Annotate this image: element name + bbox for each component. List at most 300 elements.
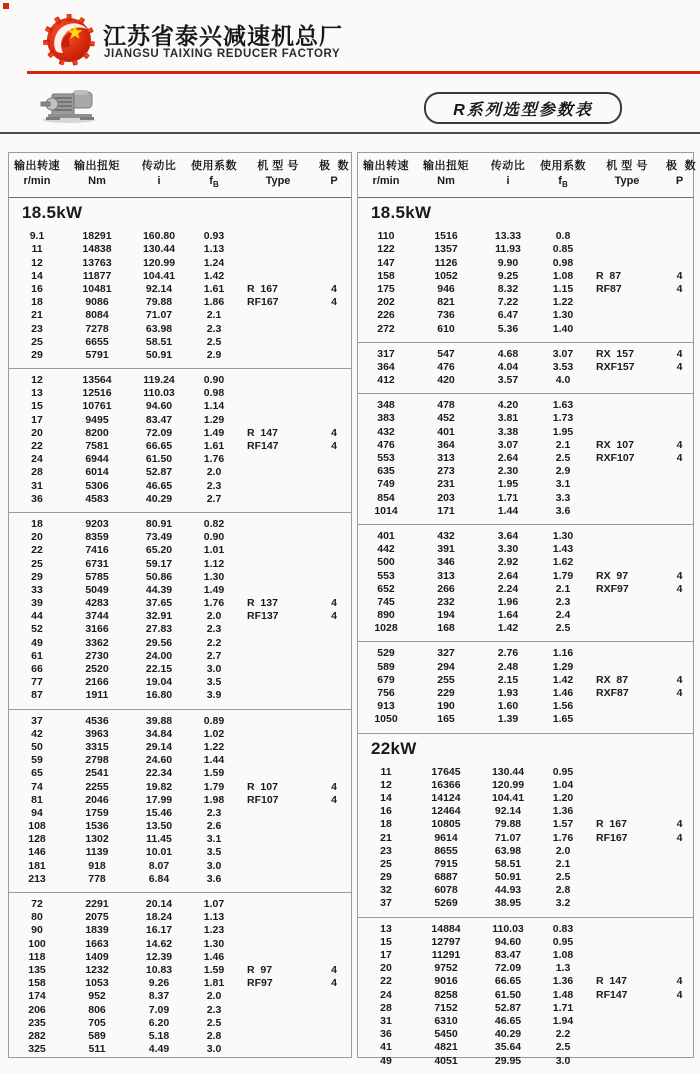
cell-service-factor: 2.0	[206, 990, 222, 1003]
cell-service-factor: 1.61	[203, 440, 225, 452]
cell-torque: 1663	[85, 937, 109, 950]
cell-torque: 2046	[85, 793, 109, 806]
cell-speed: 146	[28, 846, 46, 859]
cell-poles	[317, 544, 351, 557]
cell-ratio: 2.15	[497, 673, 519, 686]
cell-service-factor: 1.49	[203, 583, 225, 596]
table-row	[9, 781, 351, 794]
cell-speed: 37	[31, 714, 43, 727]
cell-speed: 33	[31, 583, 43, 596]
cell-ratio: 104.41	[491, 791, 525, 804]
cell-speed: 22	[31, 440, 43, 452]
cell-speed: 12	[380, 778, 392, 791]
cell-type	[239, 480, 317, 493]
cell-poles	[317, 243, 351, 256]
cell-ratio: 13.33	[494, 230, 522, 243]
cell-poles	[666, 1055, 693, 1068]
cell-type	[588, 897, 666, 910]
cell-poles	[317, 1030, 351, 1043]
cell-type	[588, 871, 666, 884]
cell-service-factor: 3.53	[552, 360, 574, 373]
cell-ratio: 1.96	[497, 595, 519, 608]
cell-speed: 913	[377, 700, 395, 713]
cell-torque: 14124	[431, 791, 461, 804]
cell-service-factor: 2.2	[206, 636, 222, 649]
cell-ratio: 4.49	[148, 1043, 170, 1056]
cell-type	[588, 766, 666, 779]
cell-torque: 736	[437, 309, 455, 322]
table-row	[358, 439, 693, 452]
cell-torque: 294	[437, 660, 455, 673]
table-row	[9, 518, 351, 531]
company-name-cn: 江苏省泰兴减速机总厂	[103, 23, 343, 49]
cell-torque: 1409	[85, 950, 109, 963]
column-header-torque: 输出扭矩	[423, 160, 469, 172]
table-row	[9, 898, 351, 911]
cell-speed: 42	[31, 727, 43, 740]
cell-ratio: 8.37	[148, 990, 170, 1003]
table-row	[9, 833, 351, 846]
cell-service-factor: 2.5	[206, 1016, 222, 1029]
cell-poles	[317, 257, 351, 270]
cell-poles	[666, 949, 693, 962]
table-row	[358, 348, 693, 361]
cell-poles	[317, 230, 351, 243]
cell-speed: 1028	[374, 622, 398, 635]
cell-service-factor: 3.6	[555, 504, 571, 517]
cell-type: RX 87	[596, 673, 629, 686]
cell-type	[239, 1004, 317, 1017]
cell-ratio: 17.99	[145, 793, 173, 806]
cell-poles: 4	[676, 282, 683, 295]
cell-ratio: 72.09	[145, 426, 173, 439]
cell-torque: 6078	[434, 884, 458, 897]
cell-speed: 1014	[374, 504, 398, 517]
cell-poles	[317, 466, 351, 479]
cell-service-factor: 3.1	[555, 478, 571, 491]
cell-poles	[666, 647, 693, 660]
cell-service-factor: 1.16	[552, 647, 574, 660]
cell-type: R 147	[247, 426, 278, 439]
cell-type	[239, 623, 317, 636]
cell-service-factor: 1.94	[552, 1014, 574, 1027]
cell-speed: 32	[380, 884, 392, 897]
cell-torque: 229	[437, 687, 455, 699]
cell-torque: 10805	[431, 818, 461, 831]
cell-speed: 272	[377, 322, 395, 335]
table-row	[9, 243, 351, 256]
cell-speed: 401	[377, 529, 395, 542]
cell-poles	[317, 1017, 351, 1030]
table-row	[358, 452, 693, 465]
table-row	[358, 700, 693, 713]
cell-ratio: 120.99	[491, 778, 525, 791]
cell-service-factor: 1.73	[552, 412, 574, 425]
parameter-block	[358, 343, 693, 395]
cell-type	[239, 820, 317, 833]
cell-type	[239, 924, 317, 937]
table-row	[9, 860, 351, 873]
column-header-service-factor: 使用系数	[540, 160, 586, 172]
cell-service-factor: 2.8	[206, 1029, 222, 1042]
table-row	[358, 283, 693, 296]
table-row	[358, 399, 693, 412]
cell-speed: 50	[31, 740, 43, 753]
column-header-service-factor: 使用系数	[191, 160, 237, 172]
cell-torque: 1759	[85, 806, 109, 819]
cell-type	[588, 323, 666, 336]
cell-ratio: 104.41	[142, 269, 176, 282]
parameter-block	[358, 394, 693, 525]
cell-ratio: 1.39	[497, 713, 519, 726]
table-row	[9, 283, 351, 296]
table-row	[358, 884, 693, 897]
cell-poles	[317, 873, 351, 886]
cell-poles	[317, 493, 351, 506]
cell-torque: 7152	[434, 1001, 458, 1014]
table-row	[358, 975, 693, 988]
cell-type	[239, 400, 317, 413]
column-unit-service-factor	[538, 174, 588, 192]
table-row	[9, 754, 351, 767]
cell-ratio: 94.60	[145, 400, 173, 413]
cell-type	[588, 792, 666, 805]
cell-ratio: 79.88	[145, 296, 173, 309]
cell-type	[588, 700, 666, 713]
cell-speed: 226	[377, 309, 395, 322]
column-header-poles: 极 数	[666, 160, 697, 172]
cell-torque: 1126	[434, 256, 458, 269]
cell-torque: 9495	[85, 413, 109, 426]
cell-service-factor: 2.7	[206, 492, 222, 505]
cell-ratio: 11.93	[495, 243, 521, 256]
fb-subscript: B	[561, 180, 568, 190]
cell-service-factor: 1.20	[552, 791, 574, 804]
cell-speed: 383	[377, 412, 395, 425]
cell-torque: 8258	[434, 988, 458, 1001]
cell-poles	[317, 1043, 351, 1056]
cell-ratio: 40.29	[145, 492, 173, 505]
cell-speed: 24	[31, 453, 43, 466]
cell-ratio: 4.68	[497, 347, 519, 360]
cell-poles	[317, 689, 351, 702]
table-row	[358, 426, 693, 439]
parameter-block	[9, 893, 351, 1062]
cell-service-factor: 2.1	[206, 309, 222, 322]
table-row	[9, 1030, 351, 1043]
cell-torque: 5450	[434, 1028, 458, 1041]
cell-torque: 4536	[85, 714, 109, 727]
cell-type	[239, 728, 317, 741]
table-row	[9, 296, 351, 309]
cell-torque: 14838	[82, 243, 112, 256]
cell-service-factor: 3.2	[555, 897, 571, 910]
cell-ratio: 3.30	[497, 543, 519, 556]
cell-poles: 4	[331, 426, 337, 439]
cell-ratio: 3.38	[497, 425, 519, 438]
cell-ratio: 6.47	[497, 309, 519, 322]
cell-torque: 2520	[85, 663, 109, 675]
table-row	[9, 637, 351, 650]
table-row	[358, 609, 693, 622]
table-row	[9, 427, 351, 440]
table-row	[9, 846, 351, 859]
table-row	[9, 270, 351, 283]
cell-service-factor: 0.90	[203, 374, 225, 387]
cell-torque: 6655	[85, 335, 109, 348]
cell-ratio: 72.09	[494, 962, 522, 975]
cell-type	[588, 622, 666, 635]
cell-poles: 4	[331, 610, 337, 623]
cell-speed: 17	[380, 949, 392, 961]
cell-speed: 745	[377, 595, 395, 608]
cell-service-factor: 2.3	[206, 322, 222, 335]
parameter-block	[9, 513, 351, 710]
cell-ratio: 2.30	[497, 465, 519, 478]
cell-service-factor: 3.1	[206, 833, 222, 846]
cell-torque: 2075	[85, 911, 109, 924]
cell-type	[588, 884, 666, 897]
cell-torque: 171	[437, 504, 455, 517]
cell-type: R 137	[247, 597, 278, 610]
cell-type	[239, 309, 317, 322]
column-unit-poles: P	[675, 175, 684, 187]
cell-type: RXF157	[596, 360, 635, 373]
cell-ratio: 10.83	[145, 963, 173, 976]
cell-type	[239, 833, 317, 846]
cell-service-factor: 2.1	[555, 438, 571, 451]
cell-type	[588, 596, 666, 609]
cell-type	[588, 1041, 666, 1054]
cell-service-factor: 1.04	[552, 778, 574, 791]
cell-torque: 2730	[85, 649, 109, 662]
column-unit-type: Type	[614, 175, 640, 187]
cell-torque: 14884	[431, 922, 461, 935]
cell-poles	[317, 767, 351, 780]
cell-poles: 4	[676, 360, 683, 373]
cell-service-factor: 1.98	[203, 793, 225, 806]
table-row	[9, 728, 351, 741]
cell-torque: 610	[437, 322, 455, 335]
cell-ratio: 7.09	[148, 1003, 170, 1016]
cell-torque: 1516	[434, 230, 458, 243]
cell-speed: 87	[31, 689, 43, 702]
cell-service-factor: 2.5	[555, 871, 571, 884]
cell-speed: 22	[380, 975, 392, 988]
cell-torque: 11877	[82, 269, 112, 282]
table-row	[9, 400, 351, 413]
cell-speed: 25	[31, 335, 43, 348]
cell-torque: 476	[437, 360, 455, 373]
cell-torque: 6731	[85, 557, 109, 570]
cell-service-factor: 2.5	[555, 452, 571, 464]
cell-type	[239, 873, 317, 886]
cell-speed: 28	[31, 466, 43, 479]
table-row	[358, 230, 693, 243]
cell-type	[239, 911, 317, 924]
cell-speed: 756	[377, 687, 395, 699]
cell-torque: 266	[437, 582, 455, 595]
cell-speed: 80	[31, 911, 43, 924]
cell-service-factor: 1.3	[555, 962, 571, 975]
cell-torque: 511	[88, 1043, 106, 1056]
cell-service-factor: 1.36	[552, 805, 574, 818]
column-unit-service-factor	[189, 174, 239, 192]
cell-type	[239, 257, 317, 270]
cell-ratio: 1.44	[497, 504, 519, 517]
cell-poles	[317, 453, 351, 466]
cell-service-factor: 2.9	[555, 465, 571, 478]
table-row	[358, 556, 693, 569]
cell-speed: 23	[380, 844, 392, 857]
series-title-text: R系列选型参数表	[453, 101, 593, 119]
cell-speed: 432	[377, 425, 395, 438]
cell-service-factor: 1.56	[552, 700, 574, 713]
table-row	[358, 478, 693, 491]
cell-type	[239, 715, 317, 728]
parameter-table-left	[8, 152, 352, 1058]
cell-poles	[666, 1015, 693, 1028]
table-row	[9, 309, 351, 322]
cell-torque: 194	[437, 609, 455, 622]
cell-torque: 1536	[85, 820, 109, 833]
cell-speed: 147	[377, 256, 395, 269]
table-row	[358, 818, 693, 831]
cell-poles	[317, 951, 351, 964]
cell-poles	[666, 465, 693, 478]
table-row	[358, 779, 693, 792]
cell-type: R 87	[596, 269, 622, 282]
cell-torque: 10761	[82, 400, 112, 413]
cell-ratio: 130.44	[491, 765, 525, 778]
cell-torque: 4283	[85, 597, 109, 610]
table-row	[9, 349, 351, 362]
cell-speed: 100	[28, 937, 46, 950]
cell-poles	[666, 936, 693, 949]
cell-service-factor: 1.76	[552, 831, 574, 844]
table-row	[358, 936, 693, 949]
cell-torque: 232	[437, 595, 455, 608]
cell-ratio: 29.14	[145, 740, 173, 753]
cell-torque: 7915	[434, 857, 458, 870]
cell-poles	[317, 531, 351, 544]
table-row	[9, 558, 351, 571]
cell-torque: 346	[437, 556, 455, 569]
cell-service-factor: 1.30	[552, 529, 574, 542]
cell-service-factor: 1.59	[203, 767, 225, 780]
table-row	[9, 951, 351, 964]
cell-ratio: 61.50	[494, 988, 522, 1001]
cell-service-factor: 1.65	[552, 713, 574, 726]
cell-service-factor: 1.71	[552, 1001, 574, 1014]
cell-poles: 4	[676, 975, 683, 988]
cell-speed: 28	[380, 1001, 392, 1014]
cell-type	[588, 492, 666, 505]
cell-ratio: 110.03	[143, 387, 175, 400]
cell-poles	[666, 622, 693, 635]
cell-service-factor: 3.3	[555, 491, 571, 504]
cell-ratio: 83.47	[494, 949, 522, 961]
cell-type: RXF87	[596, 687, 629, 699]
cell-speed: 202	[377, 296, 395, 309]
cell-torque: 9203	[85, 517, 109, 530]
cell-ratio: 13.50	[145, 820, 173, 833]
cell-speed: 36	[31, 492, 43, 505]
cell-speed: 44	[31, 610, 43, 623]
cell-poles	[317, 336, 351, 349]
cell-ratio: 8.32	[497, 282, 519, 295]
cell-ratio: 32.91	[145, 610, 173, 623]
cell-type: RF167	[247, 296, 279, 309]
cell-torque: 1839	[85, 924, 109, 937]
cell-ratio: 58.51	[145, 335, 173, 348]
cell-ratio: 52.87	[145, 466, 173, 479]
cell-torque: 13564	[82, 374, 112, 387]
cell-ratio: 9.90	[497, 256, 519, 269]
cell-torque: 2798	[85, 754, 109, 767]
table-row	[358, 543, 693, 556]
column-unit-ratio: i	[157, 175, 161, 187]
cell-torque: 2255	[85, 780, 109, 793]
cell-ratio: 4.04	[497, 360, 519, 373]
cell-speed: 158	[377, 269, 395, 282]
cell-speed: 442	[377, 543, 395, 556]
cell-type	[239, 544, 317, 557]
cell-service-factor: 3.5	[206, 846, 222, 859]
cell-type	[588, 609, 666, 622]
cell-poles	[666, 923, 693, 936]
cell-torque: 17645	[431, 765, 461, 778]
cell-speed: 15	[380, 935, 392, 948]
cell-ratio: 2.92	[497, 556, 519, 569]
cell-speed: 20	[31, 426, 43, 439]
table-row	[9, 794, 351, 807]
cell-service-factor: 1.40	[552, 322, 574, 335]
cell-type	[239, 323, 317, 336]
column-header-ratio: 传动比	[141, 160, 177, 172]
cell-torque: 1911	[85, 689, 109, 702]
cell-type: R 97	[247, 963, 273, 976]
table-row	[358, 949, 693, 962]
cell-service-factor: 1.13	[203, 243, 225, 256]
table-row	[9, 323, 351, 336]
cell-poles	[666, 478, 693, 491]
cell-speed: 49	[380, 1054, 392, 1067]
cell-type	[239, 571, 317, 584]
company-name-en: JIANGSU TAIXING REDUCER FACTORY	[104, 48, 341, 60]
cell-service-factor: 3.5	[206, 676, 222, 689]
cell-ratio: 7.22	[497, 296, 519, 309]
cell-service-factor: 0.93	[203, 230, 225, 243]
cell-torque: 3315	[85, 740, 109, 753]
corner-registration-mark	[3, 3, 9, 9]
cell-poles	[317, 663, 351, 676]
table-row	[9, 807, 351, 820]
cell-torque: 3166	[85, 623, 109, 636]
column-unit-ratio: i	[506, 175, 510, 187]
cell-torque: 9086	[85, 296, 109, 309]
cell-service-factor: 2.1	[555, 582, 571, 595]
cell-ratio: 2.64	[497, 452, 519, 464]
cell-torque: 705	[88, 1016, 106, 1029]
cell-type	[239, 689, 317, 702]
cell-type: R 167	[247, 282, 278, 295]
cell-ratio: 38.95	[494, 897, 522, 910]
cell-type	[588, 543, 666, 556]
cell-type	[239, 349, 317, 362]
cell-service-factor: 2.3	[206, 1003, 222, 1016]
column-header-torque: 输出扭矩	[74, 160, 120, 172]
